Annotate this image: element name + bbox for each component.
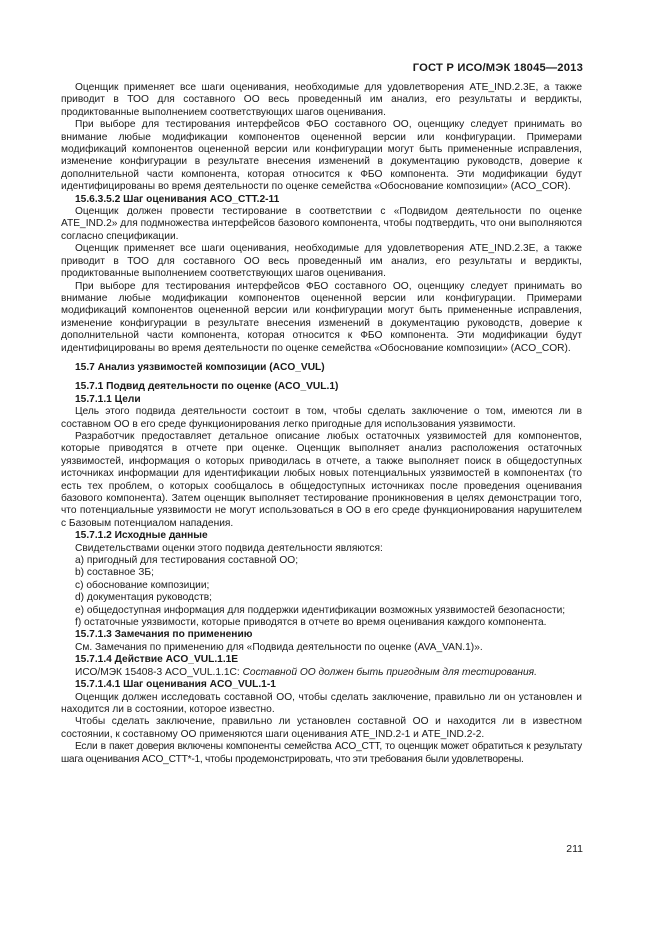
section-heading: 15.7.1.3 Замечания по применению: [75, 629, 253, 641]
paragraph: Свидетельствами оценки этого подвида деятельности являются:: [75, 542, 383, 554]
paragraph: Цель этого подвида деятельности состоит в том, чтобы сделать заключение о том, имеются ли в составном ОО в его среде функционирования легко пригодные для использования уязвимости.: [61, 406, 582, 430]
page-number: 211: [566, 843, 583, 855]
requirement-text: Составной ОО должен быть пригодным для тестирования.: [242, 666, 537, 678]
section-heading: 15.7 Анализ уязвимостей композиции (ACO_VUL): [75, 361, 325, 373]
paragraph: Оценщик должен исследовать составной ОО, чтобы сделать заключение, правильно ли он установлен и находится ли в состоянии, которое известно.: [61, 691, 582, 715]
list-item: a) пригодный для тестирования составной ОО;: [75, 555, 299, 567]
section-heading: 15.7.1.4 Действие ACO_VUL.1.1E: [75, 654, 239, 666]
list-item: e) общедоступная информация для поддержки идентификации возможных уязвимостей безопасности;: [75, 604, 566, 616]
section-heading: 15.7.1 Подвид деятельности по оценке (ACO_VUL.1): [75, 381, 339, 393]
paragraph: [61, 667, 582, 679]
list-item: d) документация руководств;: [75, 592, 213, 604]
section-heading: 15.7.1.2 Исходные данные: [75, 530, 208, 542]
paragraph: Если в пакет доверия включены компоненты семейства ACO_CTT, то оценщик может обратиться к результату шага оценивания ACO_CTT*-1, чтобы продемонстрировать, что эти требования были удовлетворены.: [61, 741, 582, 765]
paragraph: Оценщик должен провести тестирование в соответствии с «Подвидом деятельности по оценке ATE_IND.2» для подмножества интерфейсов базового компонента, чтобы подтвердить, что они выполняются согласно спецификации.: [61, 206, 582, 242]
paragraph: Оценщик применяет все шаги оценивания, необходимые для удовлетворения ATE_IND.2.3E, а также приводит в ТОО для составного ОО весь проведенный им анализ, его результаты и вердикты, продиктованные выполнением соответствующих шагов оценивания.: [61, 82, 582, 118]
document-header: ГОСТ Р ИСО/МЭК 18045—2013: [412, 62, 583, 74]
standard-reference: ИСО/МЭК 15408-3 ACO_VUL.1.1C:: [75, 666, 243, 678]
list-item: f) остаточные уязвимости, которые приводятся в отчете во время оценивания каждого компонента.: [75, 617, 547, 629]
paragraph: Разработчик предоставляет детальное описание любых остаточных уязвимостей для компонентов, которые приводятся в отчете при оценке. Оценщик выполняет анализ расположения остаточных уязвимостей, информация о которых приводилась в отчете, а также выполняет поиск в общедоступных источниках информации для идентификации любых новых потенциальных уязвимостей в компонентах (то есть тех проблем, о которых сообщалось в общедоступных источниках после проведения оценивания базового компонента). Затем оценщик выполняет тестирование проникновения в целях демонстрации того, что потенциальные уязвимости не могут использоваться в ОО в его среде функционирования нарушителем с Базовым потенциалом нападения.: [61, 430, 582, 529]
section-heading: 15.6.3.5.2 Шаг оценивания ACO_CTT.2-11: [75, 193, 280, 205]
section-heading: 15.7.1.1 Цели: [75, 393, 141, 405]
list-item: b) составное ЗБ;: [75, 567, 154, 579]
list-item: c) обоснование композиции;: [75, 579, 210, 591]
section-heading: 15.7.1.4.1 Шаг оценивания ACO_VUL.1-1: [75, 679, 276, 691]
paragraph: Оценщик применяет все шаги оценивания, необходимые для удовлетворения ATE_IND.2.3E, а также приводит в ТОО для составного ОО весь проведенный им анализ, его результаты и вердикты, продиктованные выполнением соответствующих шагов оценивания.: [61, 243, 582, 280]
paragraph: При выборе для тестирования интерфейсов ФБО составного ОО, оценщику следует принимать во внимание любые модификации компонентов оцененной версии или конфигурации. Примерами модификаций компонентов оцененной версии или конфигурации могут быть примененные исправления, изменение конфигурации в результате внесения изменений в документацию руководств, доверие к дополнительной части компонента, которая относится к ФБО компонента. Эти модификации будут идентифицированы во время деятельности по оценке семейства «Обоснование композиции» (ACO_COR).: [61, 280, 582, 354]
paragraph: Чтобы сделать заключение, правильно ли установлен составной ОО и находится ли в известном состоянии, к составному ОО применяются шаги оценивания ATE_IND.2-1 и ATE_IND.2-2.: [61, 716, 582, 740]
paragraph: При выборе для тестирования интерфейсов ФБО составного ОО, оценщику следует принимать во внимание любые модификации компонентов оцененной версии или конфигурации. Примерами модификаций компонентов оцененной версии или конфигурации могут быть примененные исправления, изменение конфигурации в результате внесения изменений в документацию руководств, доверие к дополнительной части компонента, которая относится к ФБО компонента. Эти модификации будут идентифицированы во время деятельности по оценке семейства «Обоснование композиции» (ACO_COR).: [61, 119, 582, 193]
paragraph: См. Замечания по применению для «Подвида деятельности по оценке (AVA_VAN.1)».: [75, 641, 483, 653]
page-body: [61, 82, 582, 766]
